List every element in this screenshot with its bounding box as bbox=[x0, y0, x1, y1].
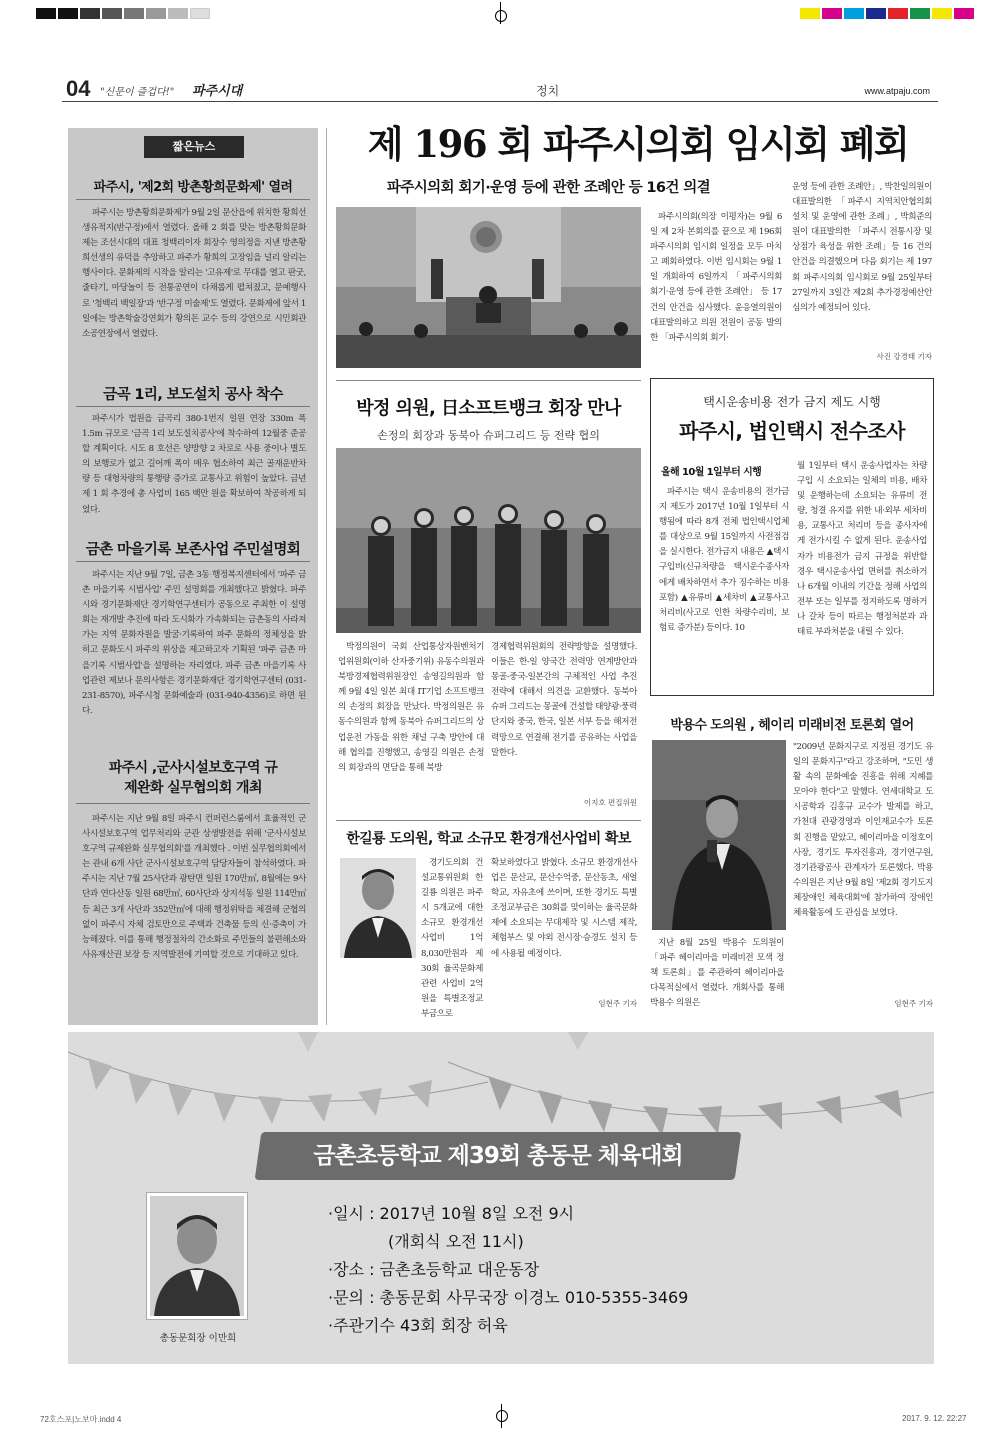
lead-body-col2: 운영 등에 관한 조례안」, 박찬일의원이 대표발의한 「파주시 지역치안협의회 설치 및 운영에 관한 조례」, 박희준의원이 대표발의한 「파주시 전통시장 및 상점가 육성을 위한 조례」등 16 건의 안건을 의결했으며 다음 회기는 제 197회 파주시의회 임시회로 9월 25일부터 27일까지 3일간 제2회 추가경정예산안 심의가 예정되어 있다. bbox=[792, 182, 932, 313]
footer-file: 72호스포|노보마.indd 4 bbox=[40, 1415, 122, 1424]
ad-line-contact: ·문의 : 총동문회 사무국장 이경노 010-5355-3469 bbox=[328, 1288, 689, 1307]
footer-crosshair-icon bbox=[495, 1404, 509, 1428]
hangil-credit: 임현주 기자 bbox=[598, 999, 637, 1008]
softbank-subhead: 손정의 회장과 동북아 슈퍼그리드 등 전략 협의 bbox=[377, 429, 600, 442]
president-caption: 총동문회장 이만희 bbox=[159, 1333, 237, 1344]
taxi-headline: 파주시, 법인택시 전수조사 bbox=[679, 419, 905, 443]
park-body-col1: 지난 8월 25일 박용수 도의원이 「파주 헤이리마을 미래비전 모색 정책 토론회」를 주관하여 헤이리마을 다목적실에서 열렸다. 개회사를 통해 박용수 의원은 bbox=[650, 938, 784, 1009]
alumni-sports-ad bbox=[68, 1032, 934, 1364]
sidebar-item-body: 파주시는 지난 9월 7일, 금촌 3동 행정복지센터에서 '파주 금촌 마을기록 시범사업' 주민 설명회를 개최했다고 밝혔다. 파주시와 경기문화재단 경기학연구센터가 공동으로 주최한 이 설명회는 재개발 추진에 따라 도시화가 가속화되는 금촌동의 사라져가는 지역 문화자원을 발굴·기록하여 파주 문화의 정체성을 밝히고 문화도시 파주의 위상을 제고하고자 기획된 '파주 금촌 마을기록 시범사업'을 설명하는 자리였다. 파주 금촌 마을기록 사업관련 제보나 문의사항은 경기문화재단 경기학연구센터 (031-231-8570), 파주시청 문화예술과 (031-940-4356)로 하면 된다. bbox=[82, 570, 306, 716]
park-debate-photo bbox=[652, 740, 786, 930]
section-label: 정치 bbox=[536, 84, 560, 98]
lead-body-col1: 파주시의회(의장 이평자)는 9월 6일 제 2차 본회의를 끝으로 제 196회 파주시의회 임시회 일정을 모두 마치고 폐회하였다. 이번 임시회는 9월 1일 개회하여 6일까지 「파주시의회 회기·운영 등에 관한 조례안」 등 17 건의 안건을 심사했다. 윤응열의원이 대표발의하고 의원 전원이 공동 발의한 「파주시의회 회기· bbox=[650, 212, 782, 343]
sidebar-item-title: 금곡 1리, 보도설치 공사 착수 bbox=[103, 387, 283, 403]
taxi-body-col1: 파주시는 택시 운송비용의 전가금지 제도가 2017년 10월 1일부터 시행됨에 따라 8개 전체 법인택시업체를 대상으로 9월 15일까지 사전점검을 실시한다. 전가금지 내용은 ▲택시 구입비(신규차량을 택시운수종사자에게 배차하면서 추가 징수하는 비용 포함) ▲유류비 ▲세차비 ▲교통사고 처리비(사고로 인한 차량수리비, 보험료 증가분) 등이다. 10 bbox=[659, 487, 789, 633]
taxi-box bbox=[650, 378, 934, 696]
lead-headline: 제 196 회 파주시의회 임시회 폐회 bbox=[367, 122, 909, 166]
lead-subhead: 파주시의회 회기·운영 등에 관한 조례안 등 16건 의결 bbox=[386, 180, 711, 196]
softbank-headline: 박정 의원, 日소프트뱅크 회장 만나 bbox=[356, 398, 621, 419]
brand-logo: 파주시대 bbox=[192, 84, 243, 99]
registration-color-bars bbox=[800, 8, 980, 19]
footer-timestamp: 2017. 9. 12. 22:27 bbox=[902, 1414, 967, 1423]
taxi-kicker: 택시운송비용 전가 금지 제도 시행 bbox=[703, 395, 881, 409]
lead-photo-credit: 사진 강경태 기자 bbox=[876, 352, 932, 361]
taxi-body-col2: 월 1일부터 택시 운송사업자는 차량 구입 시 소요되는 일체의 비용, 배차 및 운행하는데 소요되는 유류비 전량, 청결 유지를 위한 내·외부 세차비용, 교통사고 처리비 등을 종사자에게 전가시킬 수 없게 된다. 운송사업자가 비용전가 금지 규정을 위반할 경우 택시운송사업 면허를 취소하거나 6개월 이내의 기간을 정해 사업의 전부 또는 일부를 정지하도록 명하거나 갈차 등이 따르는 행정처분과 과태료 부과처분을 내릴 수 있다. bbox=[797, 461, 927, 638]
council-session-photo bbox=[336, 207, 641, 368]
sidebar-item-body: 파주시는 지난 9월 8일 파주시 컨퍼런스룸에서 효율적인 군사시설보호구역 업무처리와 군관 상생발전을 위해 '군사시설보호구역 규제완화 실무협의회'를 개최했다 . 이번 실무협의회에서는 관내 6개 사단 군사시설보호구역 담당자들이 참석하였다. 파주시는 지난 7월 25사단과 광탄면 일원 170만㎡, 8월에는 9사단과 연다산동 일원 68만㎡, 60사단과 상지석동 일원 114만㎡ 등 최근 3개 사단과 352만㎡에 대해 행정위탁을 체결해 군협의 없이 파주시 자체 검토만으로 주택과 건축물 등의 신·증축이 가능해졌다. 이를 통해 행정절차의 간소화로 주민들의 불편해소와 사유재산권 보장 등 지역발전에 기여할 것으로 기대하고 있다. bbox=[82, 814, 306, 960]
sidebar-item-body: 파주시가 법원읍 금곡리 380-1번지 일원 연장 330m 폭 1.5m 규모로 '금곡 1리 보도설치공사'에 착수하여 12월중 준공할 계획이다. 시도 8 호선은 양방향 2 차로로 사용 중이나 별도의 보행로가 없고 길어깨 폭이 매우 협소하여 최근 골재운반차량 등 대형차량의 통행량 증가로 교통사고 위험이 높았다. 금년 제 1 회 추경에 총 사업비 165 백만 원을 확보하여 착공하게 되었다. bbox=[82, 414, 306, 515]
president-photo-frame bbox=[146, 1192, 248, 1320]
ad-line-date: ·일시 : 2017년 10월 8일 오전 9시 bbox=[328, 1204, 575, 1223]
softbank-meeting-photo bbox=[336, 448, 641, 633]
ad-banner-ribbon bbox=[255, 1132, 742, 1180]
sidebar-item-body: 파주시는 방촌황희문화제가 9월 2일 문산읍에 위치한 황희선생유적지(반구정)에서 열렸다. 올해 2 회를 맞는 방촌황희문화제는 조선시대의 대표 청백리이자 회장수 영의정을 지낸 방촌황희선생의 유덕을 추앙하고 파주가 황희의 고장임을 널리 알리는 행사이다. 문화제의 시작을 알리는 '고유제'로 무대를 열고 판굿, 줄타기, 마당놀이 등 전통공연이 다채롭게 펼쳐졌고, 문예행사로 '청백리 백일장'과 '반구정 미술제'도 열렸다. 문화제에 앞서 1일에는 방촌학술강연회가 황의돈 교수 등의 강연으로 시민회관 소공연장에서 열렸다. bbox=[82, 208, 306, 339]
president-portrait bbox=[150, 1196, 244, 1316]
park-credit: 임현주 기자 bbox=[894, 999, 933, 1008]
hangil-headline: 한길룡 도의원, 학교 소규모 환경개선사업비 확보 bbox=[346, 831, 631, 847]
header-slogan: "신문이 즐겁다!" bbox=[100, 87, 175, 98]
park-body-col2: "2009년 문화지구로 지정된 경기도 유일의 문화지구"라고 강조하며, "도민 생활 속의 문화예술 진흥을 위해 지혜를 모아야 한다"고 말했다. 연세대학교 도시공학과 김홍규 교수가 발제를 하고, 가천대 관광경영과 이인재교수가 토론회 진행을 맡았고, 헤이리마을 이정호이사장, 경기도 투자진흥과, 경기연구원, 경기관광공사 관계자가 토론했다. 박용수의원은 지난 9월 8일 '제2회 경기도지체장애인 체육대회'에 참가하여 장애인 체육활동에 도 관심을 보였다. bbox=[793, 742, 933, 919]
hangil-body-col1: 경기도의회 건설교통위원회 한길룡 의원은 파주시 5개교에 대한 소규모 환경개선사업비 1억 8,030만원과 제30회 율곡문화제 관련 사업비 2억원을 특별조정교부금으로 bbox=[421, 858, 483, 1019]
softbank-body-col2: 경제협력위원회의 전략방향을 설명했다. 이들은 한-일 양국간 전력망 연계방안과 몽골-중국-일본간의 구체적인 사업 추진전략에 대해서 의견을 교환했다. 동북아 슈퍼 그리드는 몽골에 건설할 태양광·풍력단지와 중국, 한국, 일본 서부 등을 해저전력망으로 연결해 전기를 공유하는 사업을 말한다. bbox=[491, 642, 637, 758]
site-url[interactable]: www.atpaju.com bbox=[864, 86, 930, 96]
ad-details bbox=[328, 1200, 888, 1340]
page-header bbox=[62, 76, 938, 102]
ad-line-venue: ·장소 : 금촌초등학교 대운동장 bbox=[328, 1260, 540, 1279]
hangil-portrait bbox=[340, 858, 416, 958]
sidebar-item-title: 파주시, '제2회 방촌황희문화제' 열려 bbox=[93, 180, 293, 195]
hangil-body-col2: 확보하였다고 밝혔다. 소규모 환경개선사업은 문산교, 문산수억중, 문산동초, 새얼학교, 자유초에 쓰이며, 또한 경기도 특별조정교부금은 30회를 맞이하는 율곡문화제에 소요되는 무대제작 및 시스템 제작, 체험부스 및 야외 전시장·승경도 설치 등에 사용될 예정이다. bbox=[491, 858, 637, 959]
ad-line-host: ·주관기수 43회 회장 허육 bbox=[328, 1316, 508, 1335]
sidebar-item-title: 파주시 ,군사시설보호구역 규제완화 실무협의회 개최 bbox=[108, 760, 278, 796]
page-number: 04 bbox=[66, 76, 91, 101]
registration-crosshair-icon bbox=[493, 2, 509, 24]
ad-line-ceremony: (개회식 오전 11시) bbox=[388, 1232, 524, 1251]
softbank-body-col1: 박정의원이 국회 산업통상자원벤처기업위원회(이하 산자중기위) 유동수의원과 북방경제협력위원장인 송영길의원과 함께 9월 4일 일본 최대 IT기업 소프트뱅크의 손정의 회장을 만났다. 박정의원은 유동수의원과 함께 동북아 슈퍼그리드의 상업운전 가동을 위한 채널 구축 방안에 대해 협의를 진행했고, 송영길 의원은 손정의 회장과의 면담을 통해 북방 bbox=[338, 642, 484, 773]
taxi-lead: 올해 10월 1일부터 시행 bbox=[661, 467, 762, 478]
short-news-sidebar bbox=[68, 128, 318, 1025]
park-headline: 박용수 도의원 , 헤이리 미래비전 토론회 열어 bbox=[670, 718, 914, 733]
short-news-badge: 짧은뉴스 bbox=[144, 136, 244, 158]
sidebar-item-title: 금촌 마을기록 보존사업 주민설명회 bbox=[85, 542, 301, 558]
softbank-credit: 이지호 편집위원 bbox=[583, 798, 637, 807]
registration-marks-left bbox=[36, 8, 236, 19]
ad-banner-title: 금촌초등학교 제39회 총동문 체육대회 bbox=[313, 1143, 683, 1169]
